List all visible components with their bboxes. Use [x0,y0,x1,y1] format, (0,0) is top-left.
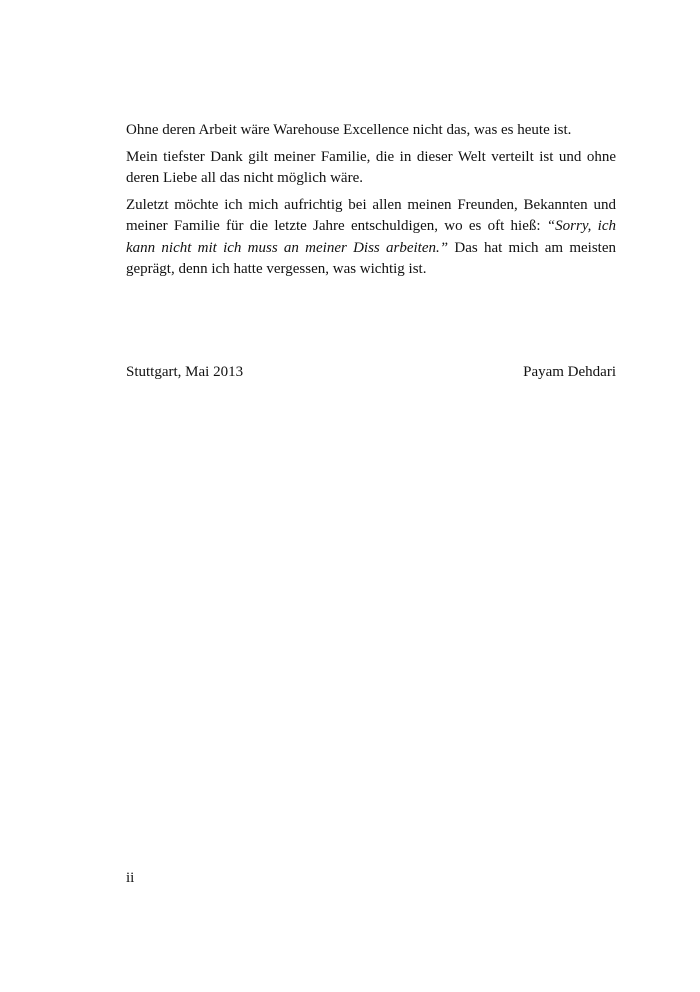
page-number: ii [126,870,135,886]
apology-text-after-quote: Das hat mich am meisten geprägt, denn ich hatte vergessen, was wichtig ist. [126,239,616,277]
apology-quote: “Sorry, ich kann nicht mit ich muss an meiner Diss arbeiten.” [126,218,616,256]
paragraph-apology [126,195,616,281]
paragraph-warehouse-excellence: Ohne deren Arbeit wäre Warehouse Excellence nicht das, was es heute ist. [126,122,572,138]
place-date: Stuttgart, Mai 2013 [126,364,244,380]
acknowledgements-text [126,120,616,286]
paragraph-family-thanks: Mein tiefster Dank gilt meiner Familie, die in dieser Welt verteilt ist und ohne deren Liebe all das nicht möglich wäre. [126,148,616,186]
author-name: Payam Dehdari [523,364,616,380]
signature-row [126,362,616,383]
apology-text-before-quote: Zuletzt möchte ich mich aufrichtig bei allen meinen Freunden, Bekannten und meiner Familie für die letzte Jahre entschuldigen, wo es oft hieß: [126,196,616,234]
